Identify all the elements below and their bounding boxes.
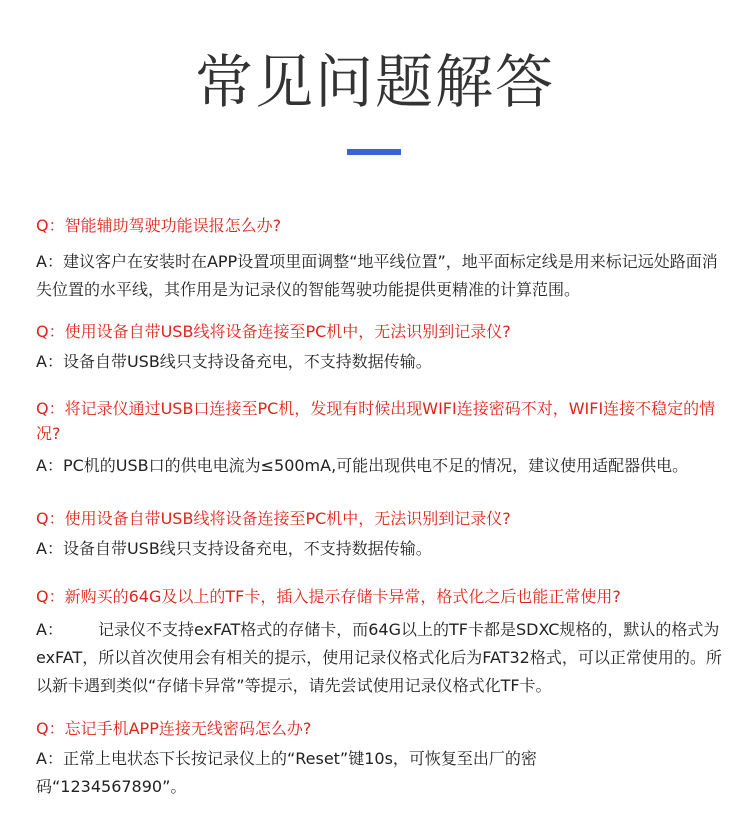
page-title: 常见问题解答	[194, 48, 555, 116]
faq-answer: A：设备自带USB线只支持设备充电，不支持数据传输。	[36, 352, 432, 371]
faq-question: Q：使用设备自带USB线将设备连接至PC机中，无法识别到记录仪?	[36, 322, 511, 341]
faq-answer: A：设备自带USB线只支持设备充电，不支持数据传输。	[36, 539, 432, 558]
faq-question: Q：使用设备自带USB线将设备连接至PC机中，无法识别到记录仪?	[36, 509, 511, 528]
faq-answer	[36, 616, 726, 700]
faq-item-3	[36, 396, 726, 480]
faq-answer: A：正常上电状态下长按记录仪上的“Reset”键10s，可恢复至出厂的密码“1234567890”。	[36, 749, 537, 796]
faq-question: Q：将记录仪通过USB口连接至PC机，发现有时候出现WIFI连接密码不对，WIFI连接不稳定的情况?	[36, 399, 716, 443]
faq-item-5	[36, 584, 726, 700]
faq-answer: A：PC机的USB口的供电电流为≤500mA,可能出现供电不足的情况，建议使用适配器供电。	[36, 456, 689, 475]
title-underline	[347, 149, 401, 155]
answer-prefix: A：	[36, 620, 63, 639]
answer-text: 记录仪不支持exFAT格式的存储卡，而64G以上的TF卡都是SDXC规格的，默认的格式为exFAT，所以首次使用会有相关的提示，使用记录仪格式化后为FAT32格式，可以正常使用的。所以新卡遇到类似“存储卡异常”等提示，请先尝试使用记录仪格式化TF卡。	[36, 620, 722, 695]
faq-item-2	[36, 319, 726, 376]
faq-question: Q：忘记手机APP连接无线密码怎么办?	[36, 719, 312, 738]
faq-question: Q：智能辅助驾驶功能误报怎么办?	[36, 216, 282, 235]
faq-answer: A：建议客户在安装时在APP设置项里面调整“地平线位置”，地平面标定线是用来标记远处路面消失位置的水平线，其作用是为记录仪的智能驾驶功能提供更精准的计算范围。	[36, 252, 718, 299]
faq-item-4	[36, 506, 726, 563]
faq-item-6	[36, 716, 726, 801]
faq-item-1	[36, 213, 726, 304]
faq-question: Q：新购买的64G及以上的TF卡，插入提示存储卡异常，格式化之后也能正常使用?	[36, 587, 621, 606]
